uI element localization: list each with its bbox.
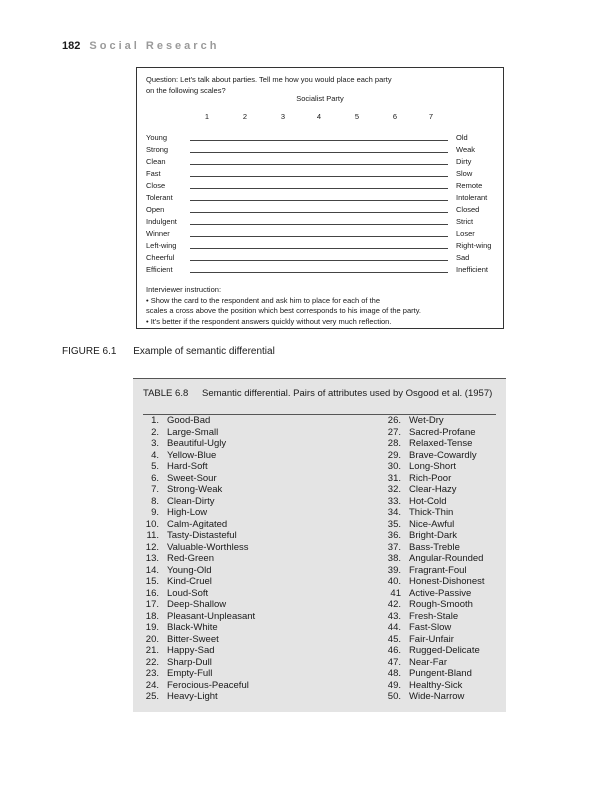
item-pair: Honest-Dishonest bbox=[409, 576, 485, 587]
running-head bbox=[62, 40, 219, 52]
table-item bbox=[135, 427, 218, 439]
scale-left-label: Young bbox=[146, 133, 167, 142]
figure-question bbox=[146, 75, 476, 96]
table-item bbox=[377, 438, 472, 450]
item-number: 13. bbox=[145, 553, 159, 564]
scale-row bbox=[146, 157, 496, 167]
scale-right-label: Loser bbox=[456, 229, 475, 238]
item-pair: Red-Green bbox=[167, 553, 214, 564]
scale-row bbox=[146, 145, 496, 155]
table-item bbox=[377, 484, 457, 496]
table-item bbox=[135, 599, 226, 611]
item-pair: Black-White bbox=[167, 622, 218, 633]
scale-line bbox=[190, 140, 448, 141]
item-number: 46. bbox=[387, 645, 401, 656]
scale-numbers bbox=[137, 112, 503, 122]
scale-row bbox=[146, 241, 496, 251]
scale-left-label: Close bbox=[146, 181, 166, 190]
item-pair: Fragrant-Foul bbox=[409, 564, 467, 576]
item-pair: Thick-Thin bbox=[409, 507, 454, 518]
scale-line bbox=[190, 164, 448, 165]
scale-right-label: Remote bbox=[456, 181, 483, 190]
scale-number: 6 bbox=[392, 112, 398, 121]
item-pair: Bright-Dark bbox=[409, 530, 458, 541]
item-number: 39. bbox=[387, 564, 401, 576]
scale-row bbox=[146, 181, 496, 191]
item-number: 48. bbox=[387, 668, 401, 679]
figure-caption bbox=[62, 346, 275, 357]
item-pair: High-Low bbox=[167, 507, 208, 518]
table-item bbox=[135, 438, 226, 450]
table-item bbox=[377, 553, 483, 565]
item-pair: Rough-Smooth bbox=[409, 599, 473, 610]
item-pair: Clean-Dirty bbox=[167, 495, 215, 507]
item-pair: Heavy-Light bbox=[167, 691, 218, 702]
item-number: 35. bbox=[387, 518, 401, 530]
osgood-pairs-table bbox=[133, 378, 506, 712]
table-item bbox=[135, 553, 214, 565]
item-pair: Loud-Soft bbox=[167, 587, 209, 599]
scale-row bbox=[146, 205, 496, 215]
table-item bbox=[377, 415, 444, 427]
table-item bbox=[135, 588, 208, 600]
table-item bbox=[135, 680, 249, 692]
table-item bbox=[135, 530, 237, 542]
item-pair: Good-Bad bbox=[167, 415, 211, 426]
scale-line bbox=[190, 176, 448, 177]
item-pair: Hard-Soft bbox=[167, 461, 208, 472]
item-pair: Long-Short bbox=[409, 461, 457, 472]
scale-row bbox=[146, 133, 496, 143]
table-item bbox=[135, 484, 222, 496]
item-number: 26. bbox=[387, 415, 401, 426]
item-pair: Clear-Hazy bbox=[409, 484, 457, 495]
item-pair: Rich-Poor bbox=[409, 472, 452, 484]
item-number: 23. bbox=[145, 668, 159, 679]
table-item bbox=[135, 668, 212, 680]
scale-right-label: Weak bbox=[456, 145, 476, 154]
interviewer-instruction bbox=[146, 285, 496, 327]
item-number: 43. bbox=[387, 610, 401, 622]
table-item bbox=[377, 588, 471, 600]
scale-number: 1 bbox=[204, 112, 210, 121]
party-label: Socialist Party bbox=[296, 94, 344, 103]
table-item bbox=[377, 473, 451, 485]
question-line-1: Question: Let's talk about parties. Tell me how you would place each party bbox=[146, 75, 392, 84]
item-number: 14. bbox=[145, 564, 159, 576]
item-pair: Healthy-Sick bbox=[409, 679, 463, 691]
item-number: 2. bbox=[151, 426, 159, 438]
scale-number: 7 bbox=[428, 112, 434, 121]
item-number: 7. bbox=[151, 484, 159, 495]
item-number: 20. bbox=[145, 633, 159, 645]
table-item bbox=[135, 415, 210, 427]
table-item bbox=[377, 680, 462, 692]
item-number: 6. bbox=[151, 472, 159, 484]
table-item bbox=[377, 519, 454, 531]
scale-left-label: Fast bbox=[146, 169, 161, 178]
item-pair: Hot-Cold bbox=[409, 495, 447, 507]
item-pair: Large-Small bbox=[167, 426, 219, 438]
scale-line bbox=[190, 236, 448, 237]
table-item bbox=[135, 542, 249, 554]
item-number: 34. bbox=[387, 507, 401, 518]
scale-right-label: Intolerant bbox=[456, 193, 488, 202]
item-pair: Bitter-Sweet bbox=[167, 633, 219, 645]
table-item bbox=[377, 496, 447, 508]
table-item bbox=[377, 599, 473, 611]
semantic-differential-figure bbox=[136, 67, 504, 329]
item-pair: Empty-Full bbox=[167, 668, 213, 679]
scale-left-label: Strong bbox=[146, 145, 169, 154]
item-number: 27. bbox=[387, 426, 401, 438]
table-item bbox=[377, 565, 467, 577]
scale-line bbox=[190, 188, 448, 189]
scale-line bbox=[190, 152, 448, 153]
item-number: 30. bbox=[387, 461, 401, 472]
item-number: 36. bbox=[387, 530, 401, 541]
scale-right-label: Inefficient bbox=[456, 265, 488, 274]
item-pair: Valuable-Worthless bbox=[167, 541, 249, 553]
item-pair: Angular-Rounded bbox=[409, 553, 484, 564]
item-number: 32. bbox=[387, 484, 401, 495]
item-pair: Active-Passive bbox=[409, 587, 472, 599]
scale-row bbox=[146, 217, 496, 227]
item-number: 4. bbox=[151, 449, 159, 461]
item-pair: Fair-Unfair bbox=[409, 633, 454, 645]
table-item bbox=[135, 611, 255, 623]
item-pair: Relaxed-Tense bbox=[409, 438, 473, 449]
item-number: 25. bbox=[145, 691, 159, 702]
item-pair: Deep-Shallow bbox=[167, 599, 227, 610]
item-number: 40. bbox=[387, 576, 401, 587]
scale-row bbox=[146, 253, 496, 263]
scale-left-label: Indulgent bbox=[146, 217, 177, 226]
item-pair: Bass-Treble bbox=[409, 541, 460, 553]
table-item bbox=[377, 657, 447, 669]
item-number: 29. bbox=[387, 449, 401, 461]
item-number: 47. bbox=[387, 656, 401, 668]
scale-line bbox=[190, 212, 448, 213]
scale-left-label: Cheerful bbox=[146, 253, 175, 262]
scale-row bbox=[146, 193, 496, 203]
item-pair: Beautiful-Ugly bbox=[167, 438, 227, 449]
question-line-2: on the following scales? bbox=[146, 85, 226, 95]
table-title: Semantic differential. Pairs of attributes used by Osgood et al. (1957) bbox=[202, 388, 493, 399]
item-number: 17. bbox=[145, 599, 159, 610]
figure-caption-text: Example of semantic differential bbox=[133, 346, 275, 357]
instruction-heading: Interviewer instruction: bbox=[146, 285, 222, 294]
scale-right-label: Dirty bbox=[456, 157, 472, 166]
item-number: 21. bbox=[145, 645, 159, 656]
item-pair: Near-Far bbox=[409, 656, 448, 668]
item-pair: Calm-Agitated bbox=[167, 518, 228, 530]
item-pair: Sacred-Profane bbox=[409, 426, 476, 438]
table-item bbox=[377, 645, 480, 657]
table-item bbox=[377, 611, 458, 623]
scale-row bbox=[146, 265, 496, 275]
item-number: 50. bbox=[387, 691, 401, 702]
item-number: 38. bbox=[387, 553, 401, 564]
item-pair: Nice-Awful bbox=[409, 518, 455, 530]
scale-right-label: Strict bbox=[456, 217, 474, 226]
item-pair: Sharp-Dull bbox=[167, 656, 212, 668]
item-number: 18. bbox=[145, 610, 159, 622]
scale-line bbox=[190, 200, 448, 201]
table-item bbox=[377, 530, 457, 542]
scale-line bbox=[190, 224, 448, 225]
scale-left-label: Efficient bbox=[146, 265, 173, 274]
scale-left-label: Tolerant bbox=[146, 193, 173, 202]
page-number: 182 bbox=[62, 40, 81, 52]
table-item bbox=[377, 507, 453, 519]
item-number: 15. bbox=[145, 576, 159, 587]
scale-left-label: Clean bbox=[146, 157, 166, 166]
scale-right-label: Closed bbox=[456, 205, 480, 214]
item-number: 37. bbox=[387, 541, 401, 553]
item-number: 42. bbox=[387, 599, 401, 610]
scale-number: 5 bbox=[354, 112, 360, 121]
table-item bbox=[377, 542, 460, 554]
table-item bbox=[377, 622, 451, 634]
item-number: 11. bbox=[146, 530, 159, 541]
table-item bbox=[135, 657, 212, 669]
table-item bbox=[377, 668, 472, 680]
item-number: 33. bbox=[387, 495, 401, 507]
table-item bbox=[135, 576, 212, 588]
item-number: 8. bbox=[151, 495, 159, 507]
item-number: 41 bbox=[390, 587, 401, 599]
item-number: 24. bbox=[145, 679, 159, 691]
item-pair: Brave-Cowardly bbox=[409, 449, 477, 461]
item-number: 49. bbox=[387, 679, 401, 691]
item-number: 10. bbox=[145, 518, 159, 530]
scale-row bbox=[146, 169, 496, 179]
table-item bbox=[135, 565, 212, 577]
item-number: 31. bbox=[387, 472, 401, 484]
table-label: TABLE 6.8 bbox=[143, 388, 189, 399]
scale-line bbox=[190, 248, 448, 249]
item-pair: Wide-Narrow bbox=[409, 691, 465, 702]
scale-number: 2 bbox=[242, 112, 248, 121]
scale-left-label: Left-wing bbox=[146, 241, 177, 250]
item-pair: Strong-Weak bbox=[167, 484, 223, 495]
instruction-line-3: • It's better if the respondent answers quickly without very much reflection. bbox=[146, 316, 392, 326]
item-pair: Fresh-Stale bbox=[409, 610, 459, 622]
scale-left-label: Winner bbox=[146, 229, 170, 238]
table-item bbox=[377, 450, 477, 462]
item-number: 5. bbox=[151, 461, 159, 472]
item-pair: Pleasant-Unpleasant bbox=[167, 610, 256, 622]
table-item bbox=[135, 461, 208, 473]
item-pair: Ferocious-Peaceful bbox=[167, 679, 249, 691]
item-pair: Pungent-Bland bbox=[409, 668, 472, 679]
scale-row bbox=[146, 229, 496, 239]
item-pair: Sweet-Sour bbox=[167, 472, 217, 484]
scale-right-label: Old bbox=[456, 133, 468, 142]
table-item bbox=[135, 691, 218, 703]
scale-line bbox=[190, 272, 448, 273]
table-item bbox=[377, 427, 476, 439]
figure-caption-label: FIGURE 6.1 bbox=[62, 346, 117, 357]
item-number: 28. bbox=[387, 438, 401, 449]
table-item bbox=[377, 691, 464, 703]
table-item bbox=[377, 634, 454, 646]
item-number: 16. bbox=[145, 587, 159, 599]
item-pair: Kind-Cruel bbox=[167, 576, 212, 587]
scale-right-label: Right-wing bbox=[456, 241, 492, 250]
table-item bbox=[135, 450, 216, 462]
item-number: 12. bbox=[145, 541, 159, 553]
table-item bbox=[135, 496, 215, 508]
item-pair: Wet-Dry bbox=[409, 415, 444, 426]
item-pair: Fast-Slow bbox=[409, 622, 452, 633]
item-number: 1. bbox=[151, 415, 159, 426]
scale-line bbox=[190, 260, 448, 261]
scale-right-label: Slow bbox=[456, 169, 473, 178]
table-item bbox=[135, 634, 219, 646]
scale-left-label: Open bbox=[146, 205, 165, 214]
item-pair: Young-Old bbox=[167, 564, 212, 576]
table-item bbox=[135, 645, 215, 657]
item-number: 22. bbox=[145, 656, 159, 668]
scale-right-label: Sad bbox=[456, 253, 470, 262]
table-item bbox=[135, 519, 227, 531]
table-item bbox=[135, 507, 207, 519]
item-pair: Happy-Sad bbox=[167, 645, 215, 656]
item-number: 9. bbox=[151, 507, 159, 518]
table-item bbox=[135, 473, 217, 485]
scale-number: 4 bbox=[316, 112, 322, 121]
item-pair: Tasty-Distasteful bbox=[167, 530, 237, 541]
table-item bbox=[377, 461, 456, 473]
table-item bbox=[377, 576, 485, 588]
item-number: 45. bbox=[387, 633, 401, 645]
item-pair: Yellow-Blue bbox=[167, 449, 217, 461]
scale-number: 3 bbox=[280, 112, 286, 121]
table-item bbox=[135, 622, 218, 634]
instruction-line-1: • Show the card to the respondent and ask him to place for each of the bbox=[146, 295, 381, 305]
item-number: 19. bbox=[145, 622, 159, 633]
item-number: 44. bbox=[387, 622, 401, 633]
item-pair: Rugged-Delicate bbox=[409, 645, 480, 656]
item-number: 3. bbox=[151, 438, 159, 449]
running-head-title: Social Research bbox=[89, 40, 220, 52]
instruction-line-2: scales a cross above the position which best corresponds to his image of the party. bbox=[146, 306, 422, 315]
